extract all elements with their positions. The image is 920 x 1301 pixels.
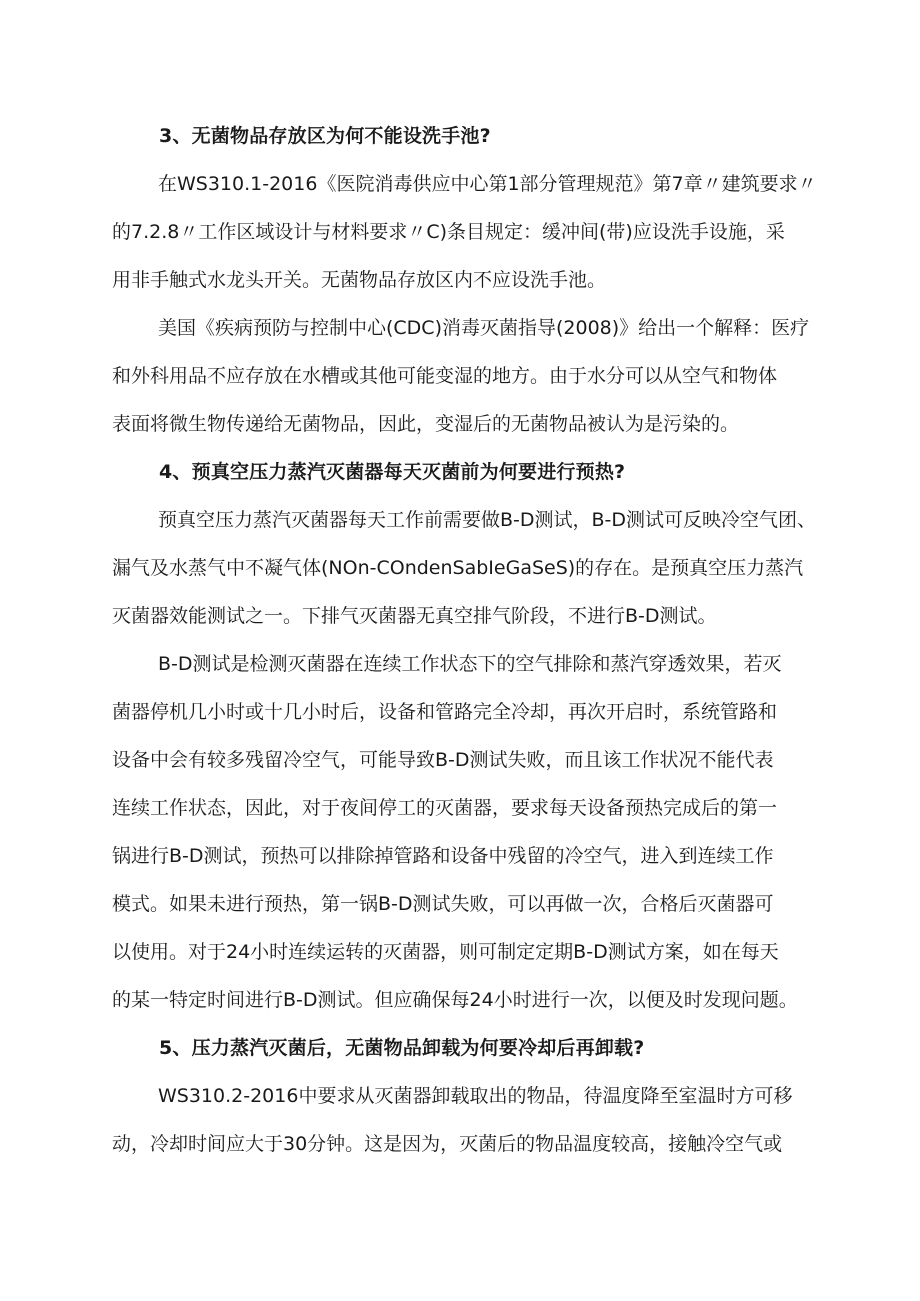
- paragraph-line: 的7.2.8〃工作区域设计与材料要求〃C)条目规定：缓冲间(带)应设洗手设施，采: [112, 221, 785, 243]
- paragraph-line: 动，冷却时间应大于30分钟。这是因为，灭菌后的物品温度较高，接触冷空气或: [112, 1133, 783, 1155]
- paragraph-line: 菌器停机几小时或十几小时后，设备和管路完全冷却，再次开启时，系统管路和: [112, 701, 778, 723]
- paragraph-line: 在WS310.1-2016《医院消毒供应中心第1部分管理规范》第7章〃建筑要求〃: [158, 173, 817, 195]
- body-paragraph: [112, 160, 822, 304]
- section-heading: 3、无菌物品存放区为何不能设洗手池?: [159, 125, 491, 147]
- paragraph-line: 漏气及水蒸气中不凝气体(NOn-COndenSabIeGaSeS)的存在。是预真空压力蒸汽: [112, 557, 804, 579]
- paragraph-line: 锅进行B-D测试，预热可以排除掉管路和设备中残留的冷空气，进入到连续工作: [112, 845, 774, 867]
- paragraph-line: 的某一特定时间进行B-D测试。但应确保每24小时进行一次，以便及时发现问题。: [112, 989, 798, 1011]
- paragraph-line: 以使用。对于24小时连续运转的灭菌器，则可制定定期B-D测试方案，如在每天: [112, 941, 779, 963]
- paragraph-line: 用非手触式水龙头开关。无菌物品存放区内不应设洗手池。: [112, 269, 607, 291]
- document-body: [112, 112, 822, 1168]
- paragraph-line: WS310.2-2016中要求从灭菌器卸载取出的物品，待温度降至室温时方可移: [158, 1085, 793, 1107]
- paragraph-line: 表面将微生物传递给无菌物品，因此，变湿后的无菌物品被认为是污染的。: [112, 413, 740, 435]
- paragraph-line: 设备中会有较多残留冷空气，可能导致B-D测试失败，而且该工作状况不能代表: [112, 749, 774, 771]
- body-paragraph: [112, 304, 822, 448]
- paragraph-line: 美国《疾病预防与控制中心(CDC)消毒灭菌指导(2008)》给出一个解释：医疗: [158, 317, 810, 339]
- body-paragraph: [112, 640, 822, 1024]
- section-heading: 4、预真空压力蒸汽灭菌器每天灭菌前为何要进行预热?: [159, 461, 626, 483]
- body-paragraph: [112, 1072, 822, 1168]
- body-paragraph: [112, 496, 822, 640]
- section-heading: 5、压力蒸汽灭菌后，无菌物品卸载为何要冷却后再卸载?: [159, 1037, 645, 1059]
- paragraph-line: 连续工作状态，因此，对于夜间停工的灭菌器，要求每天设备预热完成后的第一: [112, 797, 778, 819]
- paragraph-line: 和外科用品不应存放在水槽或其他可能变湿的地方。由于水分可以从空气和物体: [112, 365, 778, 387]
- paragraph-line: 预真空压力蒸汽灭菌器每天工作前需要做B-D测试，B-D测试可反映冷空气团、: [158, 509, 817, 531]
- paragraph-line: 模式。如果未进行预热，第一锅B-D测试失败，可以再做一次，合格后灭菌器可: [112, 893, 774, 915]
- paragraph-line: B-D测试是检测灭菌器在连续工作状态下的空气排除和蒸汽穿透效果，若灭: [158, 653, 782, 675]
- paragraph-line: 灭菌器效能测试之一。下排气灭菌器无真空排气阶段，不进行B-D测试。: [112, 605, 717, 627]
